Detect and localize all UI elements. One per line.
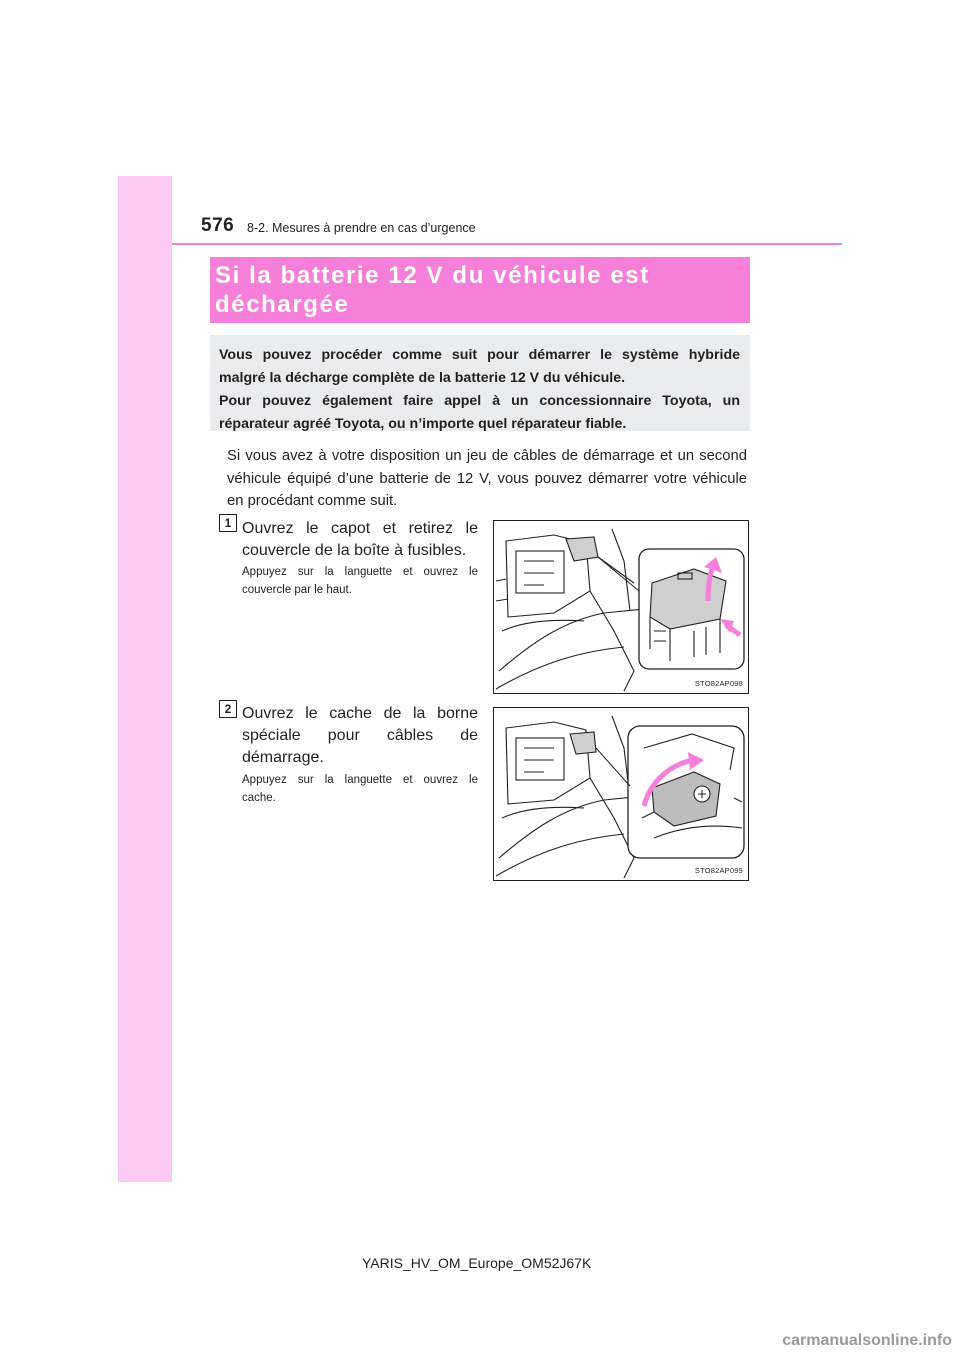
title-line-2: déchargée bbox=[215, 291, 350, 318]
step-2-line: spéciale pour câbles de bbox=[242, 727, 478, 744]
header-rule bbox=[172, 243, 842, 245]
step-1-line: couvercle de la boîte à fusibles. bbox=[242, 542, 467, 559]
step-2-note-line: cache. bbox=[242, 792, 276, 804]
footer-document-code: YARIS_HV_OM_Europe_OM52J67K bbox=[362, 1255, 592, 1271]
intro-line: malgré la décharge complète de la batterie 12 V du véhicule. bbox=[219, 370, 626, 386]
watermark: carmanualsonline.info bbox=[782, 1332, 952, 1349]
step-2-line: Ouvrez le cache de la borne bbox=[242, 705, 478, 722]
step-1-line: Ouvrez le capot et retirez le bbox=[242, 520, 478, 537]
page-title bbox=[215, 261, 740, 319]
body-line: en procédant comme suit. bbox=[227, 493, 398, 509]
step-marker-2: 2 bbox=[219, 700, 237, 718]
step-1-instruction bbox=[242, 518, 478, 562]
body-paragraph bbox=[227, 445, 747, 513]
intro-box bbox=[210, 335, 750, 431]
figure-code: STO82AP098 bbox=[694, 679, 743, 688]
step-1-note-line: couvercle par le haut. bbox=[242, 584, 352, 596]
figure-jump-terminal-cover bbox=[493, 707, 749, 881]
step-1-note-line: Appuyez sur la languette et ouvrez le bbox=[242, 566, 478, 578]
jump-terminal-illustration bbox=[494, 708, 748, 880]
figure-code: STO82AP099 bbox=[694, 866, 743, 875]
intro-line: Vous pouvez procéder comme suit pour démarrer le système hybride bbox=[219, 347, 740, 363]
body-line: véhicule équipé d’une batterie de 12 V, vous pouvez démarrer votre véhicule bbox=[227, 470, 747, 487]
title-bar bbox=[210, 257, 750, 323]
section-label: 8-2. Mesures à prendre en cas d’urgence bbox=[247, 221, 476, 235]
title-line-1: Si la batterie 12 V du véhicule est bbox=[215, 262, 650, 289]
intro-line: Pour pouvez également faire appel à un concessionnaire Toyota, un bbox=[219, 393, 740, 409]
fuse-box-illustration bbox=[494, 521, 748, 693]
body-line: Si vous avez à votre disposition un jeu de câbles de démarrage et un second bbox=[227, 448, 747, 464]
step-2-note bbox=[242, 771, 478, 807]
intro-line: réparateur agréé Toyota, ou n’importe quel réparateur fiable. bbox=[219, 416, 627, 432]
step-2-line: démarrage. bbox=[242, 749, 324, 766]
step-2-note-line: Appuyez sur la languette et ouvrez le bbox=[242, 774, 478, 786]
figure-fuse-box-cover bbox=[493, 520, 749, 694]
step-2-instruction bbox=[242, 703, 478, 769]
step-1-note bbox=[242, 563, 478, 599]
step-marker-1: 1 bbox=[219, 514, 237, 532]
page-number: 576 bbox=[201, 215, 235, 236]
side-tab-band bbox=[118, 176, 172, 1182]
